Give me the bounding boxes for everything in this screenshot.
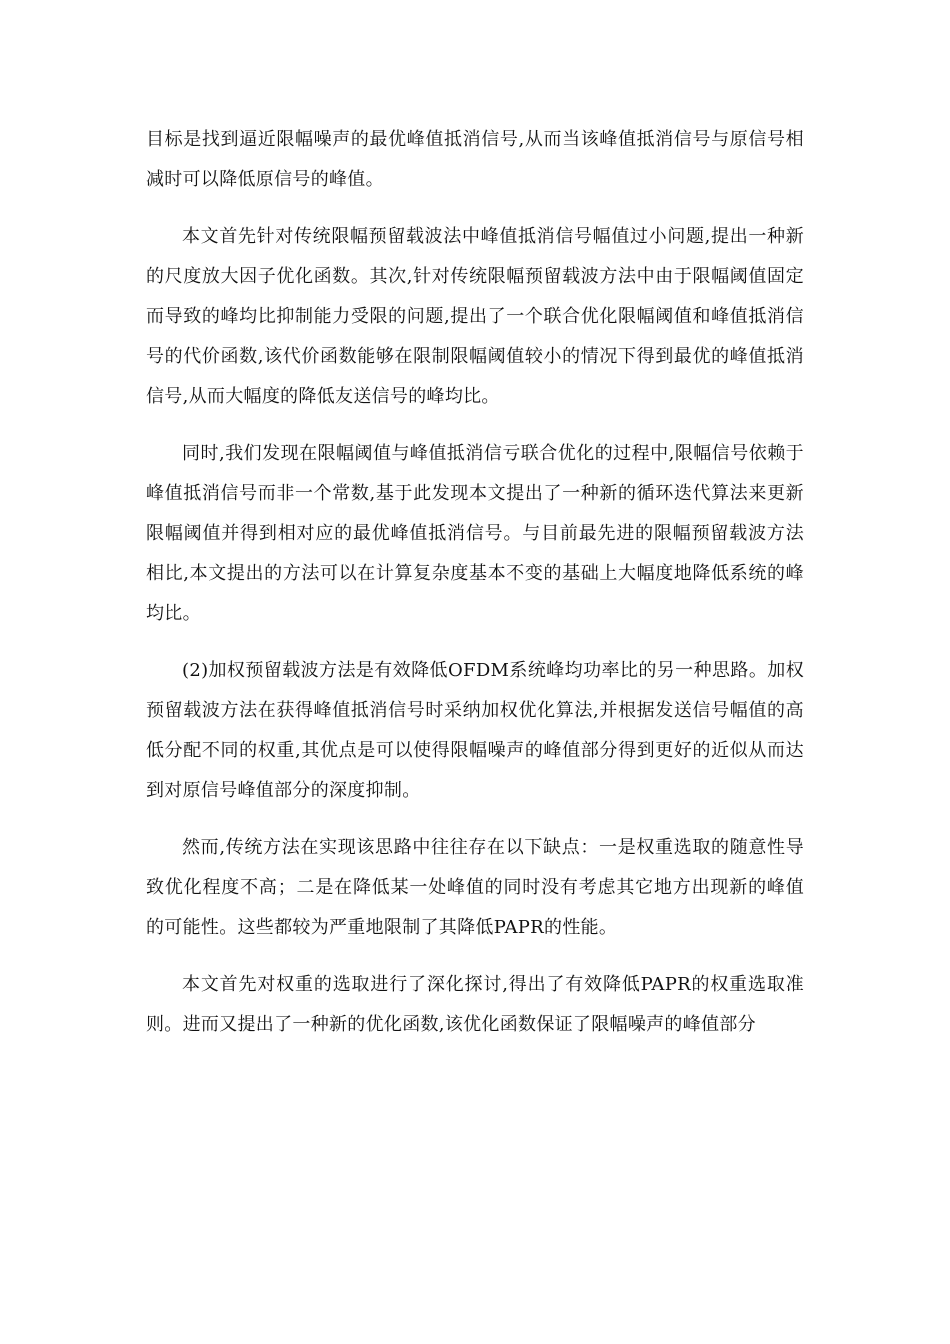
paragraph-2: 本文首先针对传统限幅预留载波法中峰值抵消信号幅值过小问题,提出一种新的尺度放大因子优化函数。其次,针对传统限幅预留载波方法中由于限幅阈值固定而导致的峰均比抑制能力受限的问题,提出了一个联合优化限幅阈值和峰值抵消信号的代价函数,该代价函数能够在限制限幅阈值较小的情况下得到最优的峰值抵消信号,从而大幅度的降低友送信号的峰均比。 (146, 226, 804, 407)
paragraph-5: 然而,传统方法在实现该思路中往往存在以下缺点：一是权重选取的随意性导致优化程度不高；二是在降低某一处峰值的同时没有考虑其它地方出现新的峰值的可能性。这些都较为严重地限制了其降低PAPR的性能。 (146, 837, 804, 938)
paragraph-4: (2)加权预留载波方法是有效降低OFDM系统峰均功率比的另一种思路。加权预留载波方法在获得峰值抵消信号时采纳加权优化算法,并根据发送信号幅值的高低分配不同的权重,其优点是可以使得限幅噪声的峰值部分得到更好的近似从而达到对原信号峰值部分的深度抑制。 (146, 660, 804, 801)
paragraph-6: 本文首先对权重的选取进行了深化探讨,得出了有效降低PAPR的权重选取准则。进而又提出了一种新的优化函数,该优化函数保证了限幅噪声的峰值部分 (146, 974, 804, 1035)
paragraph-1: 目标是找到逼近限幅噪声的最优峰值抵消信号,从而当该峰值抵消信号与原信号相减时可以降低原信号的峰值。 (146, 129, 804, 190)
paragraph-3: 同时,我们发现在限幅阈值与峰值抵消信亏联合优化的过程中,限幅信号依赖于峰值抵消信号而非一个常数,基于此发现本文提出了一种新的循环迭代算法来更新限幅阈值并得到相对应的最优峰值抵消信号。与目前最先进的限幅预留载波方法相比,本文提出的方法可以在计算复杂度基本不变的基础上大幅度地降低系统的峰均比。 (146, 443, 804, 624)
